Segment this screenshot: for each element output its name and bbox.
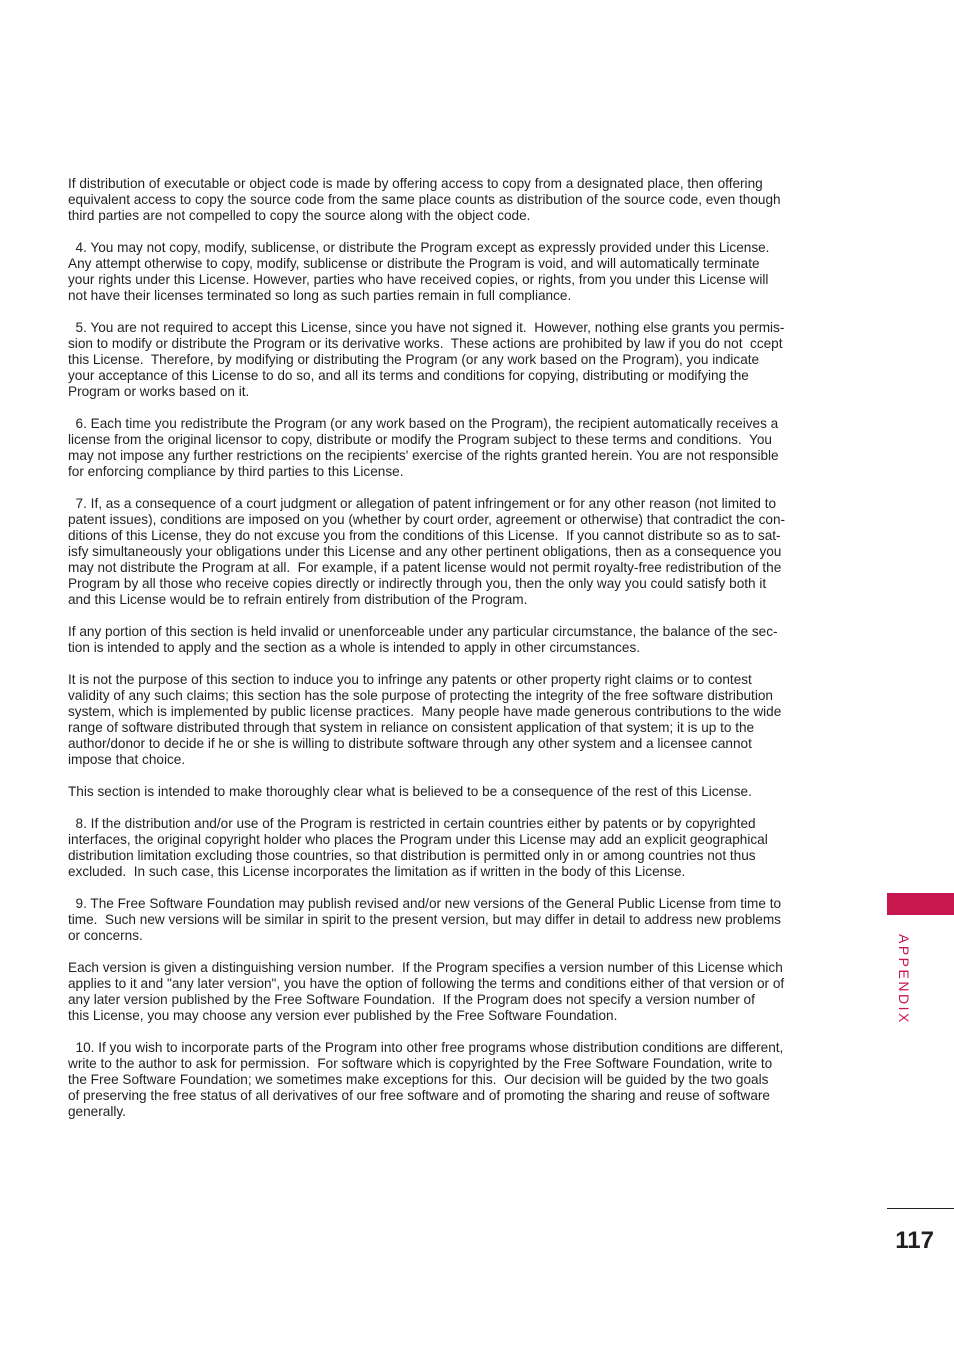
license-body-text: [68, 176, 840, 1120]
footer-rule: [887, 1208, 954, 1209]
paragraph: [68, 784, 840, 800]
text-line: 9. The Free Software Foundation may publish revised and/or new versions of the General Public License from time to: [68, 896, 782, 911]
paragraph-gap: [68, 304, 840, 320]
paragraph: [68, 1040, 840, 1120]
text-line: for enforcing compliance by third parties to this License.: [68, 464, 404, 479]
text-line: Each version is given a distinguishing version number. If the Program specifies a version number of this License which: [68, 960, 783, 975]
text-line: of preserving the free status of all derivatives of our free software and of promoting the sharing and reuse of software: [68, 1088, 770, 1103]
text-line: distribution limitation excluding those countries, so that distribution is permitted only in or among countries not thus: [68, 848, 756, 863]
text-line: 7. If, as a consequence of a court judgment or allegation of patent infringement or for any other reason (not limited to: [68, 496, 777, 511]
text-line: not have their licenses terminated so long as such parties remain in full compliance.: [68, 288, 572, 303]
text-line: Program by all those who receive copies directly or indirectly through you, then the only way you could satisfy both it: [68, 576, 767, 591]
text-line: this License, you may choose any version ever published by the Free Software Foundation.: [68, 1008, 618, 1023]
text-line: isfy simultaneously your obligations under this License and any other pertinent obligations, then as a consequence you: [68, 544, 782, 559]
paragraph-gap: [68, 224, 840, 240]
text-line: patent issues), conditions are imposed on you (whether by court order, agreement or otherwise) that contradict the con-: [68, 512, 786, 527]
paragraph-gap: [68, 768, 840, 784]
paragraph-gap: [68, 608, 840, 624]
text-line: impose that choice.: [68, 752, 186, 767]
text-line: and this License would be to refrain entirely from distribution of the Program.: [68, 592, 528, 607]
text-line: or concerns.: [68, 928, 143, 943]
text-line: 10. If you wish to incorporate parts of the Program into other free programs whose distribution conditions are different,: [68, 1040, 784, 1055]
text-line: Any attempt otherwise to copy, modify, sublicense or distribute the Program is void, and will automatically terminate: [68, 256, 760, 271]
paragraph: [68, 816, 840, 880]
text-line: author/donor to decide if he or she is willing to distribute software through any other system and a licensee cannot: [68, 736, 752, 751]
text-line: 5. You are not required to accept this License, since you have not signed it. However, nothing else grants you permis-: [68, 320, 785, 335]
text-line: write to the author to ask for permission. For software which is copyrighted by the Free Software Foundation, write to: [68, 1056, 773, 1071]
paragraph: [68, 320, 840, 400]
section-label-appendix: APPENDIX: [896, 934, 912, 1025]
text-line: 4. You may not copy, modify, sublicense, or distribute the Program except as expressly provided under this License.: [68, 240, 770, 255]
text-line: ditions of this License, they do not excuse you from the conditions of this License. If you cannot distribute so as to sat-: [68, 528, 781, 543]
paragraph-gap: [68, 800, 840, 816]
text-line: If distribution of executable or object code is made by offering access to copy from a designated place, then offering: [68, 176, 763, 191]
paragraph-gap: [68, 656, 840, 672]
paragraph: [68, 624, 840, 656]
text-line: may not distribute the Program at all. For example, if a patent license would not permit royalty-free redistribution of the: [68, 560, 782, 575]
paragraph-gap: [68, 944, 840, 960]
text-line: tion is intended to apply and the section as a whole is intended to apply in other circumstances.: [68, 640, 641, 655]
text-line: third parties are not compelled to copy the source along with the object code.: [68, 208, 531, 223]
paragraph: [68, 496, 840, 608]
paragraph: [68, 176, 840, 224]
paragraph: [68, 240, 840, 304]
paragraph-gap: [68, 880, 840, 896]
text-line: 8. If the distribution and/or use of the Program is restricted in certain countries either by patents or by copyrighted: [68, 816, 756, 831]
paragraph: [68, 672, 840, 768]
text-line: generally.: [68, 1104, 126, 1119]
text-line: range of software distributed through that system in reliance on consistent application of that system; it is up to the: [68, 720, 755, 735]
text-line: It is not the purpose of this section to induce you to infringe any patents or other property right claims or to contest: [68, 672, 752, 687]
text-line: validity of any such claims; this section has the sole purpose of protecting the integrity of the free software distribution: [68, 688, 773, 703]
text-line: the Free Software Foundation; we sometimes make exceptions for this. Our decision will be guided by the two goals: [68, 1072, 769, 1087]
page-number: 117: [895, 1227, 934, 1254]
text-line: If any portion of this section is held invalid or unenforceable under any particular circumstance, the balance of the sec-: [68, 624, 778, 639]
text-line: your acceptance of this License to do so, and all its terms and conditions for copying, distributing or modifying the: [68, 368, 749, 383]
text-line: system, which is implemented by public license practices. Many people have made generous contributions to the wide: [68, 704, 782, 719]
text-line: this License. Therefore, by modifying or distributing the Program (or any work based on the Program), you indicate: [68, 352, 760, 367]
text-line: time. Such new versions will be similar in spirit to the present version, but may differ in detail to address new problems: [68, 912, 781, 927]
text-line: applies to it and "any later version", you have the option of following the terms and conditions either of that version or of: [68, 976, 785, 991]
text-line: Program or works based on it.: [68, 384, 250, 399]
paragraph: [68, 896, 840, 944]
section-tab-marker: [887, 893, 954, 915]
paragraph-gap: [68, 1024, 840, 1040]
text-line: excluded. In such case, this License incorporates the limitation as if written in the body of this License.: [68, 864, 686, 879]
text-line: license from the original licensor to copy, distribute or modify the Program subject to these terms and conditions. You: [68, 432, 772, 447]
text-line: equivalent access to copy the source code from the same place counts as distribution of the source code, even though: [68, 192, 781, 207]
paragraph: [68, 416, 840, 480]
text-line: interfaces, the original copyright holder who places the Program under this License may add an explicit geographical: [68, 832, 768, 847]
text-line: sion to modify or distribute the Program or its derivative works. These actions are prohibited by law if you do not ccept: [68, 336, 783, 351]
text-line: 6. Each time you redistribute the Program (or any work based on the Program), the recipient automatically receives a: [68, 416, 779, 431]
text-line: may not impose any further restrictions on the recipients' exercise of the rights granted herein. You are not responsible: [68, 448, 779, 463]
paragraph-gap: [68, 480, 840, 496]
paragraph-gap: [68, 400, 840, 416]
text-line: any later version published by the Free Software Foundation. If the Program does not specify a version number of: [68, 992, 755, 1007]
text-line: your rights under this License. However, parties who have received copies, or rights, from you under this License will: [68, 272, 769, 287]
text-line: This section is intended to make thoroughly clear what is believed to be a consequence of the rest of this License.: [68, 784, 752, 799]
paragraph: [68, 960, 840, 1024]
